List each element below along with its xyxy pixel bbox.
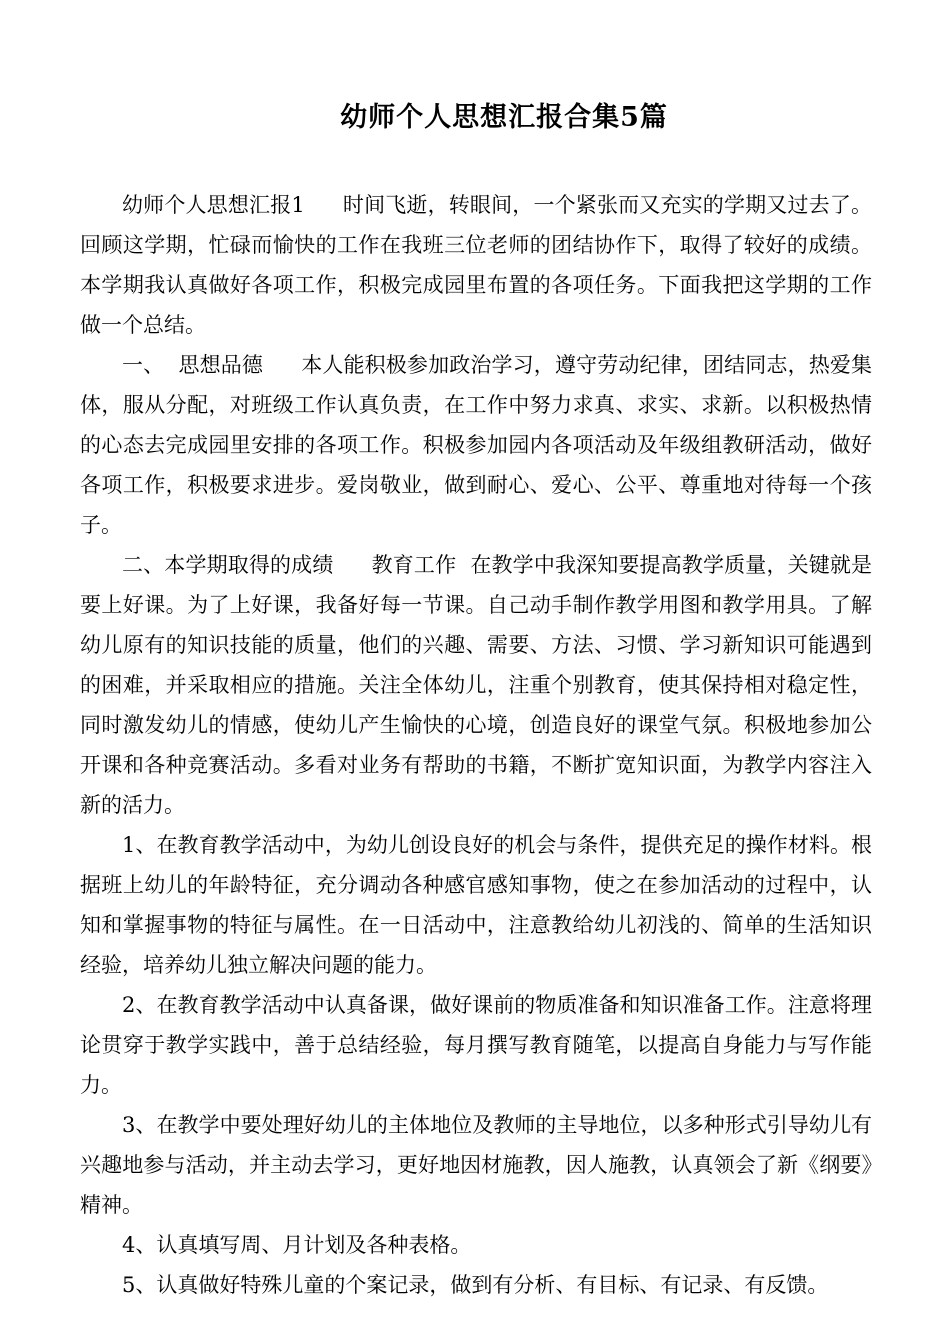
section-subheading: 教育工作 <box>371 553 457 577</box>
paragraph-8: 5、认真做好特殊儿童的个案记录，做到有分析、有目标、有记录、有反馈。 <box>122 1273 829 1297</box>
section-number: 一、 <box>122 353 165 377</box>
paragraph-2 <box>80 345 872 545</box>
paragraph-text: 本人能积极参加政治学习，遵守劳动纪律，团结同志，热爱集体，服从分配，对班级工作认真负责，在工作中努力求真、求实、求新。以积极热情的心态去完成园里安排的各项工作。积极参加园内各项活动及年级组教研活动，做好各项工作，积极要求进步。爱岗敬业，做到耐心、爱心、公平、尊重地对待每一个孩子。 <box>80 353 873 537</box>
paragraph-text: 在教学中我深知要提高教学质量，关键就是要上好课。为了上好课，我备好每一节课。自己动手制作教学用图和教学用具。了解幼儿原有的知识技能的质量，他们的兴趣、需要、方法、习惯、学习新知识可能遇到的困难，并采取相应的措施。关注全体幼儿，注重个别教育，使其保持相对稳定性，同时激发幼儿的情感，使幼儿产生愉快的心境，创造良好的课堂气氛。积极地参加公开课和各种竞赛活动。多看对业务有帮助的书籍，不断扩宽知识面，为教学内容注入新的活力。 <box>80 553 873 817</box>
paragraph-3 <box>80 545 872 825</box>
paragraph-text: 时间飞逝，转眼间，一个紧张而又充实的学期又过去了。回顾这学期，忙碌而愉快的工作在我班三位老师的团结协作下，取得了较好的成绩。本学期我认真做好各项工作，积极完成园里布置的各项任务。下面我把这学期的工作做一个总结。 <box>80 193 872 337</box>
section-heading: 思想品德 <box>178 353 264 377</box>
paragraph-1 <box>80 185 872 345</box>
document-body <box>80 185 872 1305</box>
paragraph-7: 4、认真填写周、月计划及各种表格。 <box>122 1233 472 1257</box>
paragraph-6: 3、在教学中要处理好幼儿的主体地位及教师的主导地位，以多种形式引导幼儿有兴趣地参与活动，并主动去学习，更好地因材施教，因人施教，认真领会了新《纲要》精神。 <box>80 1113 872 1217</box>
document-title: 幼师个人思想汇报合集5篇 <box>340 102 668 133</box>
paragraph-5: 2、在教育教学活动中认真备课，做好课前的物质准备和知识准备工作。注意将理论贯穿于教学实践中，善于总结经验，每月撰写教育随笔，以提高自身能力与写作能力。 <box>80 993 872 1097</box>
section-heading: 二、本学期取得的成绩 <box>122 553 334 577</box>
paragraph-4: 1、在教育教学活动中，为幼儿创设良好的机会与条件，提供充足的操作材料。根据班上幼儿的年龄特征，充分调动各种感官感知事物，使之在参加活动的过程中，认知和掌握事物的特征与属性。在一日活动中，注意教给幼儿初浅的、简单的生活知识经验，培养幼儿独立解决问题的能力。 <box>80 833 872 977</box>
report-heading: 幼师个人思想汇报1 <box>122 193 305 217</box>
